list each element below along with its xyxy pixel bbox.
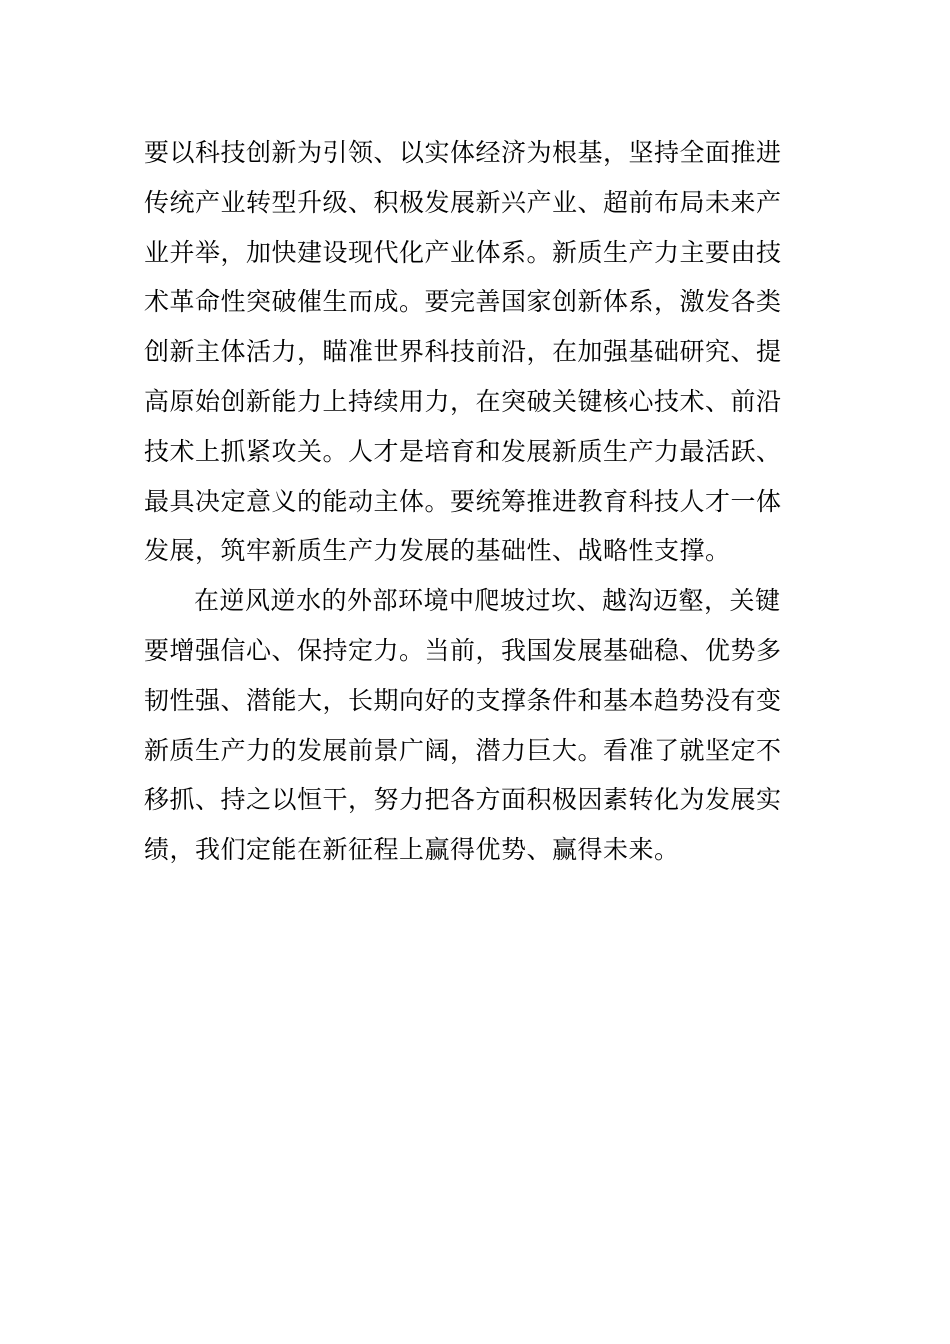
text-line: 业并举，加快建设现代化产业体系。新质生产力主要由技	[144, 237, 782, 267]
text-line: 要以科技创新为引领、以实体经济为根基，坚持全面推进	[144, 138, 782, 167]
body-text	[144, 128, 824, 875]
text-line: 最具决定意义的能动主体。要统筹推进教育科技人才一体	[144, 486, 782, 516]
text-line: 新质生产力的发展前景广阔，潜力巨大。看准了就坚定不	[144, 735, 782, 765]
text-line: 韧性强、潜能大，长期向好的支撑条件和基本趋势没有变	[144, 685, 782, 715]
text-line: 高原始创新能力上持续用力，在突破关键核心技术、前沿	[144, 386, 782, 416]
text-line: 技术上抓紧攻关。人才是培育和发展新质生产力最活跃、	[144, 436, 782, 466]
text-line: 术革命性突破催生而成。要完善国家创新体系，激发各类	[144, 287, 782, 317]
text-line: 创新主体活力，瞄准世界科技前沿，在加强基础研究、提	[144, 337, 782, 367]
paragraph-start-line: 在逆风逆水的外部环境中爬坡过坎、越沟迈壑，关键	[194, 586, 781, 616]
text-line: 发展，筑牢新质生产力发展的基础性、战略性支撑。	[144, 536, 731, 566]
text-line: 移抓、持之以恒干，努力把各方面积极因素转化为发展实	[144, 785, 782, 815]
text-line: 绩，我们定能在新征程上赢得优势、赢得未来。	[144, 835, 680, 865]
text-line: 要增强信心、保持定力。当前，我国发展基础稳、优势多	[144, 635, 782, 665]
text-line: 传统产业转型升级、积极发展新兴产业、超前布局未来产	[144, 187, 782, 217]
